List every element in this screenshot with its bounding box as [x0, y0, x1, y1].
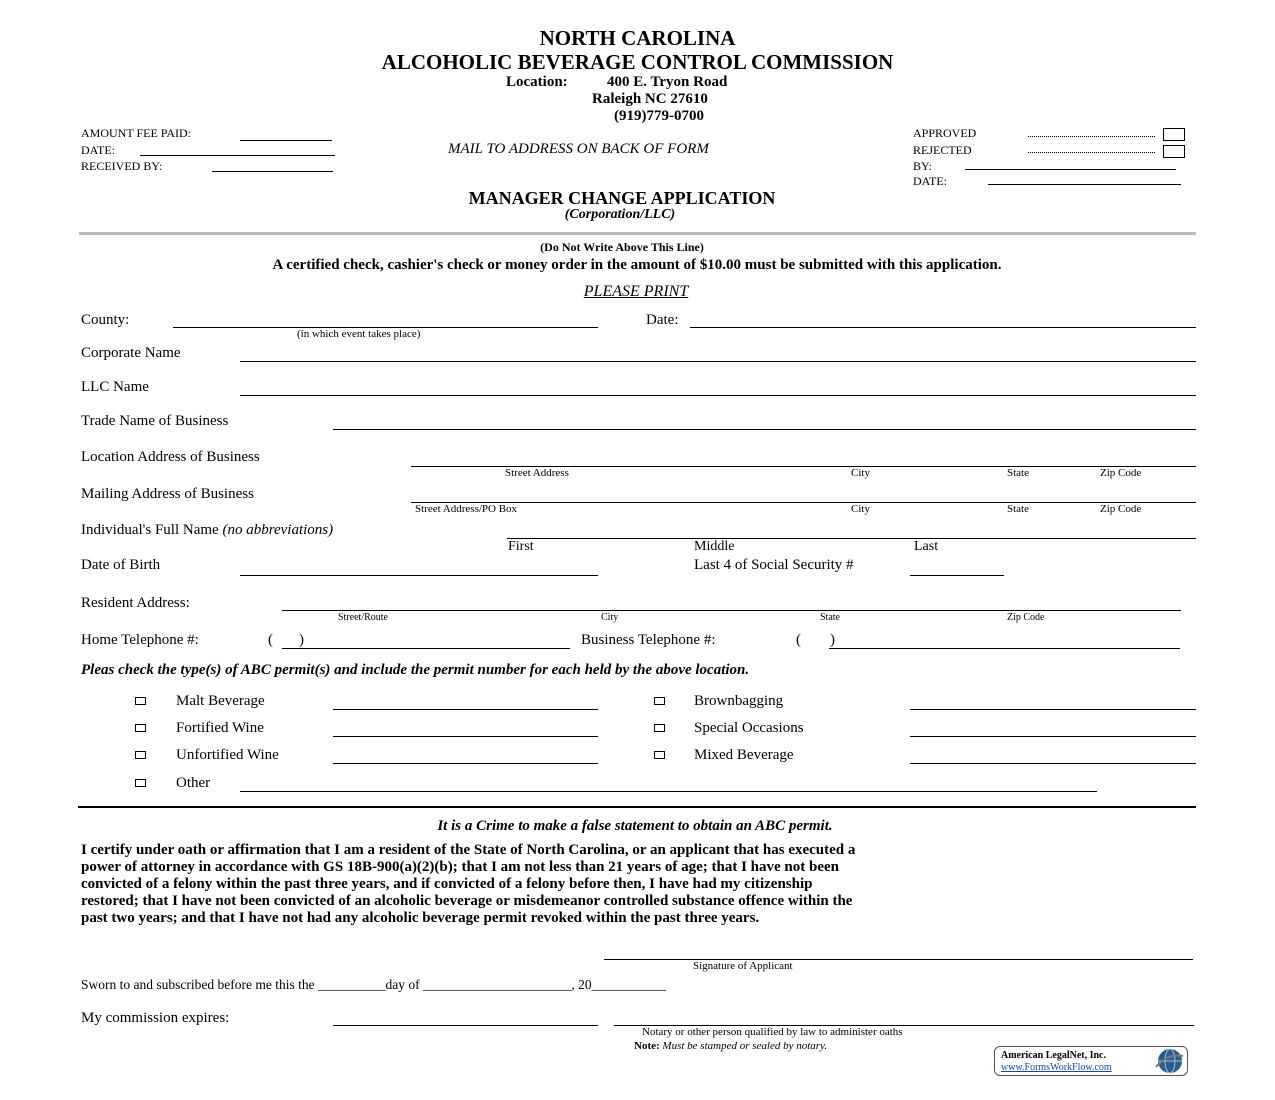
address-line2: Raleigh NC 27610 [592, 91, 708, 107]
location-street-caption: Street Address [505, 467, 569, 479]
commission-expires-input[interactable] [333, 1025, 598, 1026]
full-name-input[interactable] [507, 538, 1196, 539]
mailing-state-caption: State [1007, 503, 1029, 515]
fortified-wine-label: Fortified Wine [176, 720, 264, 736]
malt-beverage-permit-input[interactable] [333, 709, 598, 710]
other-label: Other [176, 775, 211, 791]
amount-fee-paid-label: AMOUNT FEE PAID: [81, 126, 192, 140]
approved-label: APPROVED [913, 126, 977, 140]
mailing-zip-caption: Zip Code [1100, 503, 1142, 515]
mail-to-note: MAIL TO ADDRESS ON BACK OF FORM [448, 141, 709, 157]
home-phone-paren-open: ( [268, 632, 273, 648]
rejected-leader [1028, 152, 1155, 153]
location-zip-caption: Zip Code [1100, 467, 1142, 479]
top-divider [79, 232, 1196, 235]
mailing-city-caption: City [851, 503, 870, 515]
resident-state-caption: State [820, 612, 840, 623]
mixed-beverage-label: Mixed Beverage [694, 747, 794, 763]
state-title: NORTH CAROLINA [539, 26, 736, 50]
footer-url[interactable]: www.FormsWorkFlow.com [1001, 1062, 1112, 1073]
date-input[interactable] [690, 327, 1196, 328]
globe-icon [1154, 1047, 1184, 1075]
malt-beverage-checkbox[interactable] [135, 697, 146, 705]
brownbagging-label: Brownbagging [694, 693, 784, 709]
unfortified-wine-permit-input[interactable] [333, 763, 598, 764]
resident-city-caption: City [601, 612, 619, 623]
mailing-address-input[interactable] [411, 502, 1196, 503]
llc-name-label: LLC Name [81, 379, 149, 395]
unfortified-wine-label: Unfortified Wine [176, 747, 279, 763]
fee-notice: A certified check, cashier's check or money order in the amount of $10.00 must be submitted with this application. [272, 257, 1002, 273]
county-note: (in which event takes place) [297, 328, 421, 340]
resident-address-input[interactable] [282, 610, 1181, 611]
county-label: County: [81, 312, 130, 328]
mixed-beverage-permit-input[interactable] [910, 763, 1196, 764]
resident-address-label: Resident Address: [81, 595, 190, 611]
office-date-line[interactable] [140, 155, 335, 156]
by-label: BY: [913, 159, 932, 173]
footer-company: American LegalNet, Inc. [1001, 1050, 1106, 1061]
home-phone-label: Home Telephone #: [81, 632, 199, 648]
location-state-caption: State [1007, 467, 1029, 479]
llc-name-input[interactable] [240, 395, 1196, 396]
business-phone-paren-open: ( [796, 632, 801, 648]
special-occasions-label: Special Occasions [694, 720, 804, 736]
phone-number: (919)779-0700 [614, 108, 704, 124]
mailing-address-label: Mailing Address of Business [81, 486, 254, 502]
permit-instruction: Pleas check the type(s) of ABC permit(s) and include the permit number for each held by the above location. [81, 662, 750, 678]
location-city-caption: City [851, 467, 870, 479]
first-caption: First [508, 539, 534, 554]
home-phone-paren-close: ) [299, 632, 304, 648]
business-phone-paren-close: ) [830, 632, 835, 648]
business-phone-label: Business Telephone #: [581, 632, 716, 648]
by-line[interactable] [965, 169, 1176, 170]
note-label: Note: [634, 1040, 660, 1052]
dob-input[interactable] [240, 575, 598, 576]
location-label: Location: [506, 74, 568, 90]
do-not-write-note: (Do Not Write Above This Line) [540, 240, 704, 254]
office-date-label: DATE: [81, 143, 115, 157]
fortified-wine-checkbox[interactable] [135, 724, 146, 732]
bottom-divider [78, 806, 1196, 808]
crime-warning: It is a Crime to make a false statement to obtain an ABC permit. [437, 818, 833, 834]
special-occasions-checkbox[interactable] [654, 724, 665, 732]
mixed-beverage-checkbox[interactable] [654, 751, 665, 759]
brownbagging-checkbox[interactable] [654, 697, 665, 705]
certification-line-5: past two years; and that I have not had any alcoholic beverage permit revoked within the past three years. [81, 910, 760, 926]
location-address-label: Location Address of Business [81, 449, 260, 465]
form-subtitle: (Corporation/LLC) [564, 207, 676, 222]
approved-checkbox[interactable] [1163, 128, 1185, 141]
trade-name-label: Trade Name of Business [81, 413, 229, 429]
ssn-input[interactable] [910, 575, 1004, 576]
dob-label: Date of Birth [81, 557, 161, 573]
middle-caption: Middle [694, 539, 735, 554]
home-phone-input[interactable] [282, 648, 570, 649]
trade-name-input[interactable] [333, 429, 1196, 430]
sworn-text: Sworn to and subscribed before me this the __________day of ______________________, 20___________ [81, 977, 666, 992]
resident-street-caption: Street/Route [338, 612, 388, 623]
brownbagging-permit-input[interactable] [910, 709, 1196, 710]
notary-caption: Notary or other person qualified by law to administer oaths [642, 1026, 903, 1038]
certification-line-3: convicted of a felony within the past three years, and if convicted of a felony before then, I have had my citizenship [81, 876, 813, 892]
special-occasions-permit-input[interactable] [910, 736, 1196, 737]
unfortified-wine-checkbox[interactable] [135, 751, 146, 759]
certification-line-4: restored; that I have not been convicted of an alcoholic beverage or misdemeanor controlled substance offence within the [81, 893, 853, 909]
received-by-line[interactable] [212, 171, 333, 172]
rejected-checkbox[interactable] [1163, 145, 1185, 158]
rejected-label: REJECTED [913, 143, 972, 157]
signature-caption: Signature of Applicant [693, 960, 793, 972]
form-title: MANAGER CHANGE APPLICATION [468, 188, 776, 208]
full-name-label [81, 522, 333, 539]
footer-logo [994, 1046, 1188, 1076]
malt-beverage-label: Malt Beverage [176, 693, 265, 709]
other-checkbox[interactable] [135, 779, 146, 787]
business-phone-input[interactable] [829, 648, 1180, 649]
other-permit-input[interactable] [240, 791, 1097, 792]
fortified-wine-permit-input[interactable] [333, 736, 598, 737]
commission-title: ALCOHOLIC BEVERAGE CONTROL COMMISSION [381, 50, 894, 74]
no-abbrev-text: (no abbreviations) [222, 522, 334, 538]
certification-line-1: I certify under oath or affirmation that I am a resident of the State of North Carolina, or an applicant that has executed a [81, 842, 856, 858]
certification-line-2: power of attorney in accordance with GS 18B-900(a)(2)(b); that I am not less than 21 years of age; that I have not been [81, 859, 839, 875]
address-line1: 400 E. Tryon Road [607, 74, 728, 90]
ssn-label: Last 4 of Social Security # [694, 557, 854, 573]
full-name-text: Individual's Full Name [81, 522, 219, 538]
received-by-label: RECEIVED BY: [81, 159, 163, 173]
please-print: PLEASE PRINT [583, 283, 689, 300]
commission-expires-label: My commission expires: [81, 1010, 230, 1026]
approved-leader [1028, 136, 1155, 137]
office-date-right-label: DATE: [913, 174, 947, 188]
note-text: Must be stamped or sealed by notary. [662, 1040, 828, 1052]
mailing-street-caption: Street Address/PO Box [415, 503, 518, 515]
resident-zip-caption: Zip Code [1007, 612, 1045, 623]
date-label: Date: [646, 312, 679, 328]
office-date-right-line[interactable] [988, 184, 1181, 185]
amount-fee-paid-line[interactable] [240, 140, 332, 141]
notary-note [634, 1040, 827, 1052]
corporate-name-label: Corporate Name [81, 345, 181, 361]
last-caption: Last [914, 539, 939, 554]
corporate-name-input[interactable] [240, 361, 1196, 362]
